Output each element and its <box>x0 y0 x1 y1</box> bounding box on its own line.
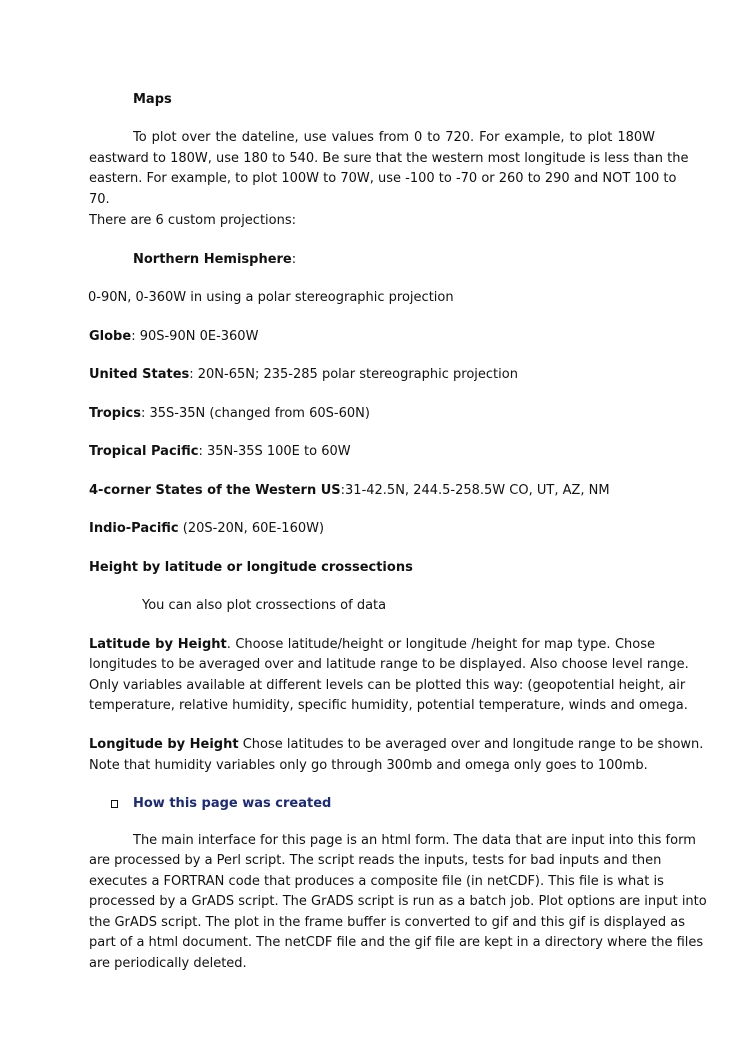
crossections-heading: Height by latitude or longitude crossections <box>89 560 413 575</box>
maps-heading: Maps <box>133 92 172 107</box>
how-created-line-5: the GrADS script. The plot in the frame buffer is converted to gif and this gif is displayed as <box>89 915 686 930</box>
latitude-by-height-line-1 <box>89 635 655 655</box>
tropical-pacific-label: Tropical Pacific <box>89 444 199 459</box>
northern-hemisphere-heading <box>133 250 296 270</box>
longitude-by-height-text: Chose latitudes to be averaged over and longitude range to be shown. <box>238 737 704 752</box>
globe-entry <box>89 327 258 347</box>
united-states-label: United States <box>89 367 190 382</box>
dateline-line-2: eastward to 180W, use 180 to 540. Be sure that the western most longitude is less than the <box>89 151 689 166</box>
latitude-by-height-line-3: Only variables available at different levels can be plotted this way: (geopotential height, air <box>89 678 686 693</box>
longitude-by-height-line-2: Note that humidity variables only go through 300mb and omega only goes to 100mb. <box>89 758 648 773</box>
how-created-line-4: processed by a GrADS script. The GrADS script is run as a batch job. Plot options are input into <box>89 894 707 909</box>
dateline-line-4: 70. <box>89 192 110 207</box>
latitude-by-height-line-4: temperature, relative humidity, specific humidity, potential temperature, winds and omega. <box>89 698 688 713</box>
how-created-line-1: The main interface for this page is an html form. The data that are input into this form <box>133 833 696 848</box>
tropics-entry <box>89 404 370 424</box>
united-states-text: : 20N-65N; 235-285 polar stereographic projection <box>189 367 518 382</box>
dateline-line-3: eastern. For example, to plot 100W to 70W, use -100 to -70 or 260 to 290 and NOT 100 to <box>89 171 677 186</box>
northern-hemisphere-detail: 0-90N, 0-360W in using a polar stereographic projection <box>88 290 454 305</box>
tropical-pacific-text: : 35N-35S 100E to 60W <box>198 444 351 459</box>
square-bullet-icon <box>111 800 118 808</box>
four-corner-entry <box>89 481 610 501</box>
projections-intro: There are 6 custom projections: <box>89 213 297 228</box>
globe-label: Globe <box>89 329 132 344</box>
indio-pacific-label: Indio-Pacific <box>89 521 179 536</box>
latitude-by-height-line-2: longitudes to be averaged over and latitude range to be displayed. Also choose level range. <box>89 657 689 672</box>
northern-hemisphere-label: Northern Hemisphere <box>133 252 292 267</box>
dateline-line-1: To plot over the dateline, use values from 0 to 720. For example, to plot 180W <box>133 130 655 145</box>
how-created-line-7: are periodically deleted. <box>89 956 247 971</box>
four-corner-text: :31-42.5N, 244.5-258.5W CO, UT, AZ, NM <box>340 483 610 498</box>
tropics-text: : 35S-35N (changed from 60S-60N) <box>141 406 370 421</box>
indio-pacific-text: (20S-20N, 60E-160W) <box>178 521 325 536</box>
tropics-label: Tropics <box>89 406 141 421</box>
how-created-line-2: are processed by a Perl script. The script reads the inputs, tests for bad inputs and then <box>89 853 662 868</box>
how-created-heading: How this page was created <box>133 796 332 811</box>
united-states-entry <box>89 365 518 385</box>
tropical-pacific-entry <box>89 442 351 462</box>
four-corner-label: 4-corner States of the Western US <box>89 483 341 498</box>
how-created-line-3: executes a FORTRAN code that produces a composite file (in netCDF). This file is what is <box>89 874 664 889</box>
longitude-by-height-label: Longitude by Height <box>89 737 239 752</box>
globe-text: : 90S-90N 0E-360W <box>131 329 259 344</box>
indio-pacific-entry <box>89 519 324 539</box>
crossections-intro: You can also plot crossections of data <box>142 598 387 613</box>
latitude-by-height-text: . Choose latitude/height or longitude /height for map type. Chose <box>226 637 655 652</box>
northern-hemisphere-colon: : <box>291 252 297 267</box>
how-created-line-6: part of a html document. The netCDF file and the gif file are kept in a directory where the files <box>89 935 704 950</box>
latitude-by-height-label: Latitude by Height <box>89 637 227 652</box>
longitude-by-height-line-1 <box>89 735 704 755</box>
